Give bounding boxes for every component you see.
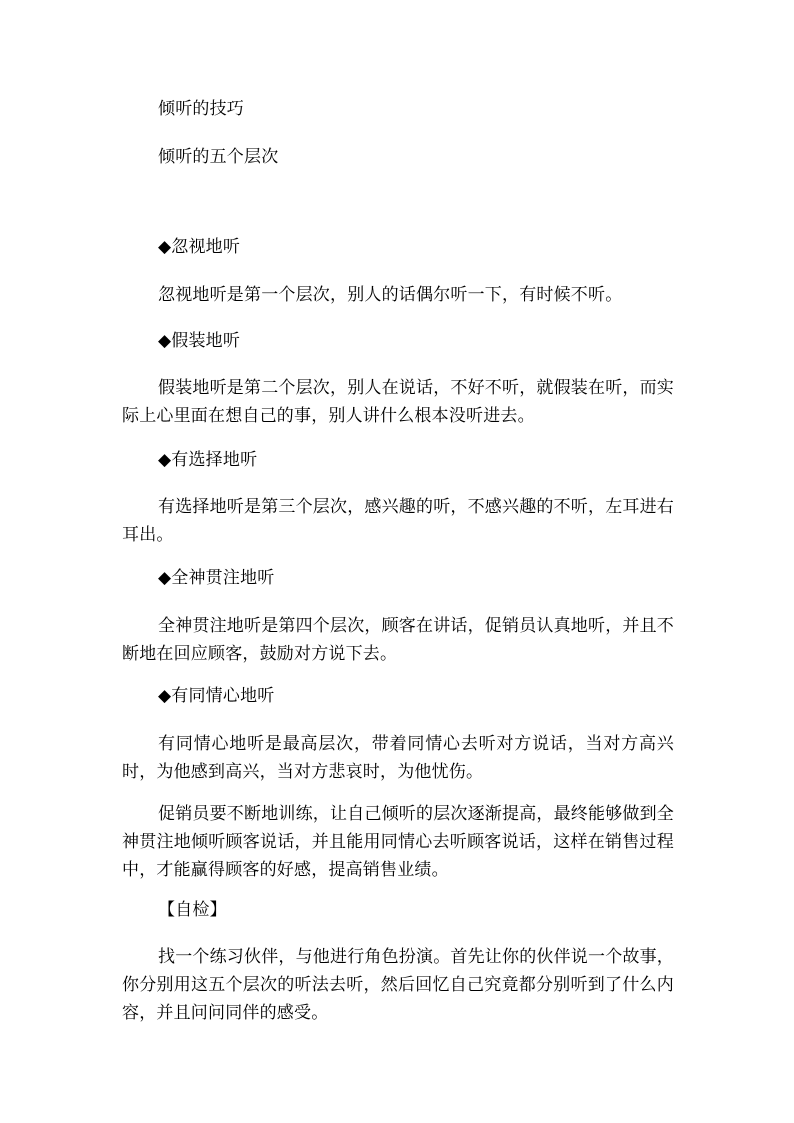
summary-paragraph: 促销员要不断地训练，让自己倾听的层次逐渐提高，最终能够做到全神贯注地倾听顾客说话，并且能用同情心去听顾客说话，这样在销售过程中，才能赢得顾客的好感，提高销售业绩。 [122,804,674,880]
self-check-heading: 【自检】 [158,900,227,920]
section-body-pretend: 假装地听是第二个层次，别人在说话，不好不听，就假装在听，而实际上心里面在想自己的事，别人讲什么根本没听进去。 [122,378,674,426]
document-subtitle: 倾听的五个层次 [158,147,279,167]
document-title: 倾听的技巧 [158,99,244,119]
self-check-body: 找一个练习伙伴，与他进行角色扮演。首先让你的伙伴说一个故事，你分别用这五个层次的听法去听，然后回忆自己究竟都分别听到了什么内容，并且问问同伴的感受。 [122,947,674,1023]
section-body-ignore: 忽视地听是第一个层次，别人的话偶尔听一下，有时候不听。 [158,285,623,305]
section-body-selective: 有选择地听是第三个层次，感兴趣的听，不感兴趣的不听，左耳进右耳出。 [122,497,674,545]
section-heading-pretend: ◆假装地听 [158,331,241,351]
section-body-attentive: 全神贯注地听是第四个层次，顾客在讲话，促销员认真地听，并且不断地在回应顾客，鼓励对方说下去。 [122,616,674,664]
section-heading-ignore: ◆忽视地听 [158,237,241,257]
section-body-empathetic: 有同情心地听是最高层次，带着同情心去听对方说话，当对方高兴时，为他感到高兴，当对方悲哀时，为他忧伤。 [122,734,674,782]
section-heading-empathetic: ◆有同情心地听 [158,686,275,706]
section-heading-attentive: ◆全神贯注地听 [158,568,275,588]
section-heading-selective: ◆有选择地听 [158,450,258,470]
